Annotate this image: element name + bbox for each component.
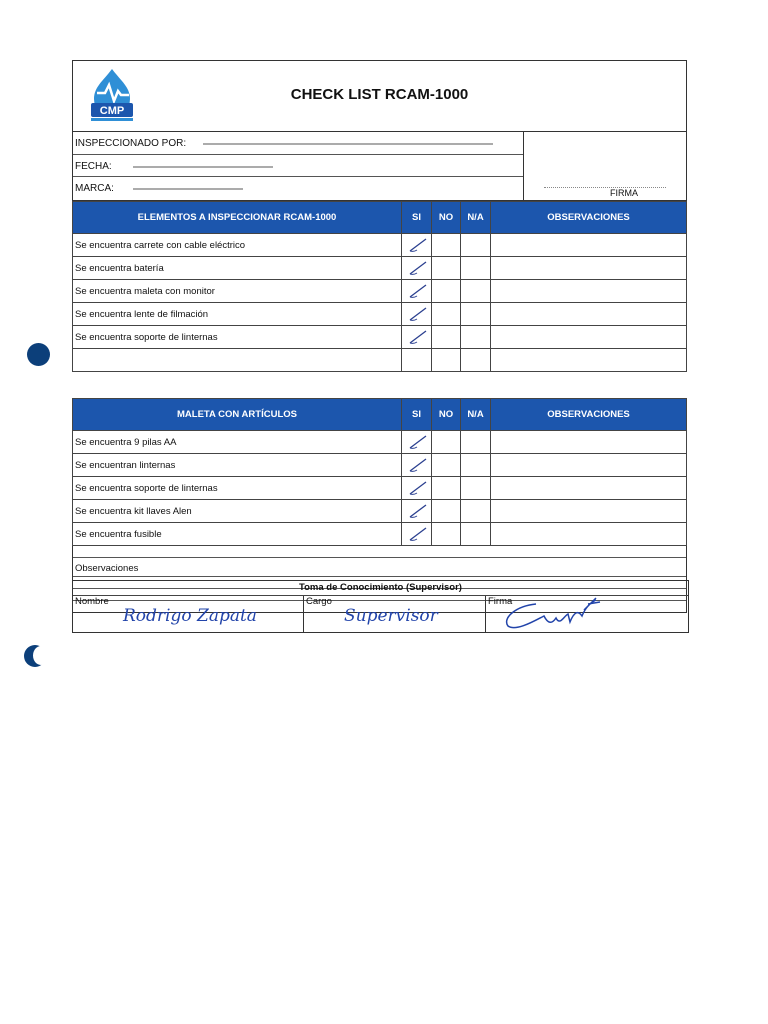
row-label: Se encuentran linternas bbox=[73, 454, 402, 477]
table-row bbox=[73, 280, 687, 303]
row-label: Se encuentra soporte de linternas bbox=[73, 477, 402, 500]
na-checkbox[interactable] bbox=[461, 349, 491, 372]
cargo-label: Cargo bbox=[306, 596, 332, 607]
signature-icon bbox=[496, 596, 626, 632]
si-checkbox[interactable] bbox=[402, 523, 432, 546]
na-checkbox[interactable] bbox=[461, 303, 491, 326]
binder-hole-2 bbox=[24, 645, 46, 667]
elements-table-header bbox=[73, 202, 687, 234]
no-checkbox[interactable] bbox=[432, 280, 461, 303]
nombre-field[interactable] bbox=[73, 596, 303, 633]
info-block bbox=[72, 131, 687, 201]
si-checkbox[interactable] bbox=[402, 500, 432, 523]
row-label: Se encuentra lente de filmación bbox=[73, 303, 402, 326]
col-obs-2: OBSERVACIONES bbox=[491, 399, 687, 431]
observation-cell[interactable] bbox=[491, 303, 687, 326]
table-row bbox=[73, 349, 687, 372]
check-mark-icon bbox=[408, 283, 428, 299]
marca-label: MARCA: bbox=[75, 183, 114, 195]
na-checkbox[interactable] bbox=[461, 454, 491, 477]
col-obs: OBSERVACIONES bbox=[491, 202, 687, 234]
observation-cell[interactable] bbox=[491, 454, 687, 477]
check-mark-icon bbox=[408, 434, 428, 450]
si-checkbox[interactable] bbox=[402, 257, 432, 280]
form-header bbox=[72, 60, 687, 131]
col-si-2: SI bbox=[402, 399, 432, 431]
check-mark-icon bbox=[408, 329, 428, 345]
na-checkbox[interactable] bbox=[461, 431, 491, 454]
si-checkbox[interactable] bbox=[402, 431, 432, 454]
no-checkbox[interactable] bbox=[432, 326, 461, 349]
na-checkbox[interactable] bbox=[461, 477, 491, 500]
col-elements: ELEMENTOS A INSPECCIONAR RCAM-1000 bbox=[73, 202, 402, 234]
checklist-sheet bbox=[72, 60, 687, 626]
binder-hole-1 bbox=[27, 343, 50, 366]
row-label: Se encuentra maleta con monitor bbox=[73, 280, 402, 303]
check-mark-icon bbox=[408, 480, 428, 496]
no-checkbox[interactable] bbox=[432, 234, 461, 257]
table-row bbox=[73, 523, 687, 546]
table-row bbox=[73, 477, 687, 500]
firma-supervisor-field[interactable] bbox=[485, 596, 688, 633]
na-checkbox[interactable] bbox=[461, 257, 491, 280]
check-mark-icon bbox=[408, 306, 428, 322]
row-label: Se encuentra carrete con cable eléctrico bbox=[73, 234, 402, 257]
observation-cell[interactable] bbox=[491, 477, 687, 500]
no-checkbox[interactable] bbox=[432, 500, 461, 523]
si-checkbox[interactable] bbox=[402, 234, 432, 257]
firma-box[interactable] bbox=[524, 132, 686, 200]
nombre-label: Nombre bbox=[75, 596, 109, 607]
check-mark-icon bbox=[408, 260, 428, 276]
no-checkbox[interactable] bbox=[432, 257, 461, 280]
na-checkbox[interactable] bbox=[461, 326, 491, 349]
si-checkbox[interactable] bbox=[402, 349, 432, 372]
maleta-table-header bbox=[73, 399, 687, 431]
si-checkbox[interactable] bbox=[402, 454, 432, 477]
supervisor-block bbox=[72, 580, 689, 633]
table-row bbox=[73, 431, 687, 454]
row-label: Se encuentra fusible bbox=[73, 523, 402, 546]
si-checkbox[interactable] bbox=[402, 477, 432, 500]
inspeccionado-label: INSPECCIONADO POR: bbox=[75, 138, 187, 149]
table-row bbox=[73, 326, 687, 349]
check-mark-icon bbox=[408, 526, 428, 542]
row-label: Se encuentra batería bbox=[73, 257, 402, 280]
no-checkbox[interactable] bbox=[432, 477, 461, 500]
col-no-2: NO bbox=[432, 399, 461, 431]
table-row bbox=[73, 234, 687, 257]
table-row bbox=[73, 454, 687, 477]
no-checkbox[interactable] bbox=[432, 349, 461, 372]
fecha-field[interactable] bbox=[73, 155, 523, 178]
col-no: NO bbox=[432, 202, 461, 234]
row-label bbox=[73, 349, 402, 372]
check-mark-icon bbox=[408, 503, 428, 519]
fecha-label: FECHA: bbox=[75, 160, 112, 172]
observation-cell[interactable] bbox=[491, 349, 687, 372]
row-label: Se encuentra 9 pilas AA bbox=[73, 431, 402, 454]
observation-cell[interactable] bbox=[491, 500, 687, 523]
na-checkbox[interactable] bbox=[461, 523, 491, 546]
marca-field[interactable] bbox=[73, 177, 523, 200]
si-checkbox[interactable] bbox=[402, 280, 432, 303]
check-mark-icon bbox=[408, 457, 428, 473]
inspeccionado-field[interactable] bbox=[73, 132, 523, 155]
na-checkbox[interactable] bbox=[461, 500, 491, 523]
row-label: Se encuentra kit llaves Alen bbox=[73, 500, 402, 523]
page-title: CHECK LIST RCAM-1000 bbox=[290, 86, 469, 103]
col-maleta: MALETA CON ARTÍCULOS bbox=[73, 399, 402, 431]
no-checkbox[interactable] bbox=[432, 303, 461, 326]
check-mark-icon bbox=[408, 237, 428, 253]
nombre-value: Rodrigo Zapata bbox=[123, 606, 257, 626]
cargo-value: Supervisor bbox=[344, 606, 438, 626]
observation-cell[interactable] bbox=[491, 234, 687, 257]
observation-cell[interactable] bbox=[491, 257, 687, 280]
observation-cell[interactable] bbox=[491, 523, 687, 546]
no-checkbox[interactable] bbox=[432, 454, 461, 477]
cargo-field[interactable] bbox=[303, 596, 485, 633]
na-checkbox[interactable] bbox=[461, 234, 491, 257]
table-row bbox=[73, 500, 687, 523]
no-checkbox[interactable] bbox=[432, 431, 461, 454]
col-si: SI bbox=[402, 202, 432, 234]
table-row bbox=[73, 257, 687, 280]
col-na-2: N/A bbox=[461, 399, 491, 431]
firma-supervisor-label: Firma bbox=[488, 596, 513, 607]
maleta-table bbox=[72, 398, 687, 546]
supervisor-title: Toma de Conocimiento (Supervisor) bbox=[73, 581, 688, 596]
table-row bbox=[73, 303, 687, 326]
observation-cell[interactable] bbox=[491, 280, 687, 303]
elements-table bbox=[72, 201, 687, 372]
na-checkbox[interactable] bbox=[461, 280, 491, 303]
row-label: Se encuentra soporte de linternas bbox=[73, 326, 402, 349]
firma-label: FIRMA bbox=[610, 188, 638, 198]
col-na: N/A bbox=[461, 202, 491, 234]
logo-text: CMP bbox=[99, 105, 125, 117]
observation-cell[interactable] bbox=[491, 431, 687, 454]
observaciones-label[interactable]: Observaciones bbox=[73, 558, 686, 577]
si-checkbox[interactable] bbox=[402, 303, 432, 326]
observation-cell[interactable] bbox=[491, 326, 687, 349]
no-checkbox[interactable] bbox=[432, 523, 461, 546]
si-checkbox[interactable] bbox=[402, 326, 432, 349]
